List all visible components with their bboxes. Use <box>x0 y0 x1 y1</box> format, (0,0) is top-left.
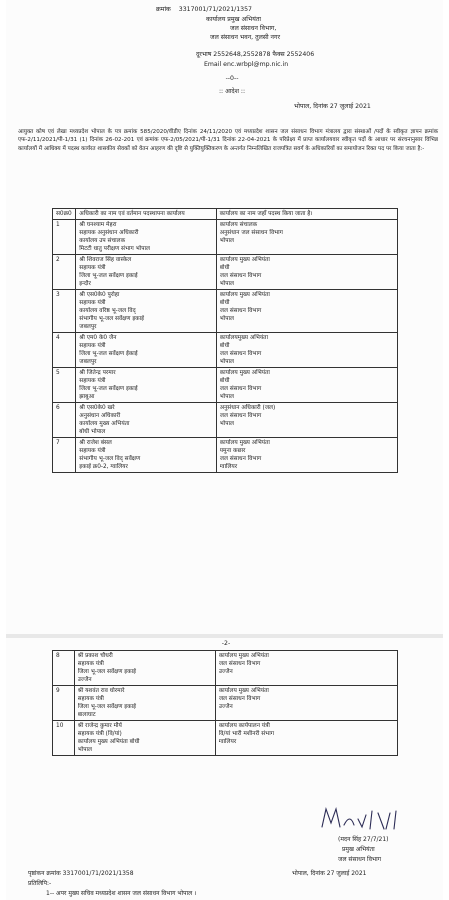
posting-line: कार्यालयमुख्य अभियंता <box>219 335 268 341</box>
phone-fax: दूरभाष 2552648,2552878 फैक्स 2552406 <box>196 51 315 58</box>
officer-cell <box>74 686 215 721</box>
signatory-name: (मदन सिंह 27/7/21) <box>338 836 389 843</box>
posting-cell <box>216 333 397 368</box>
officer-cell <box>76 290 216 333</box>
posting-line: भोपाल <box>219 394 234 400</box>
serial-number: 6 <box>53 403 76 438</box>
officer-line: श्री राजेश बंसल <box>79 440 112 446</box>
officer-line: बोधी भोपाल <box>79 429 106 435</box>
posting-line: ग्वालियर <box>218 739 237 745</box>
posting-line: जल संसाधन विभाग <box>218 661 261 667</box>
posting-line: जल संसाधन विभाग <box>219 273 262 279</box>
divider-mark: --0-- <box>225 75 239 82</box>
serial-number: 3 <box>53 290 76 333</box>
officer-line: श्री एस0के0 खरे <box>79 405 115 411</box>
signatory-department: जल संसाधन विभाग <box>338 856 382 863</box>
officer-line: श्री एम0 के0 जैन <box>79 335 117 341</box>
copy-recipient-1: 1-- अपर मुख्य सचिव मध्यप्रदेश शासन जल संसाधन विभाग भोपाल । <box>46 890 197 897</box>
office-name: कार्यालय प्रमुख अभियंता <box>206 16 261 23</box>
posting-line: कार्यालय मुख्य अभियंता <box>219 440 270 446</box>
officer-cell <box>76 368 216 403</box>
officer-line: अनुसंधान अधिकारी <box>79 413 121 419</box>
posting-line: कार्यालय मुख्य अभियंता <box>218 653 269 659</box>
table-row <box>53 255 398 290</box>
posting-cell <box>215 651 397 686</box>
place-date: भोपाल, दिनांक 27 जुलाई 2021 <box>294 103 371 110</box>
posting-line: जल संसाधन विभाग <box>219 456 262 462</box>
posting-cell <box>216 438 397 473</box>
posting-cell <box>215 686 397 721</box>
table-row <box>53 368 398 403</box>
posting-line: जल संसाधन विभाग <box>219 413 262 419</box>
officer-line: श्री घनश्याम मेहरा <box>79 222 117 228</box>
posting-cell <box>216 403 397 438</box>
posting-line: कार्यालय मुख्य अभियंता <box>219 257 270 263</box>
posting-line: जल संसाधन विभाग <box>218 696 261 702</box>
table-row <box>53 290 398 333</box>
officer-line: सहायक यंत्री <box>77 661 104 667</box>
posting-line: जल संसाधन विभाग <box>219 386 262 392</box>
posting-line: भोपाल <box>219 316 234 322</box>
posting-line: भोपाल <box>219 359 234 365</box>
officer-line: जिला भू-जल सर्वेक्षण इकाई <box>79 273 138 279</box>
officer-line: जिला भू-जल सर्वेक्षण इकाई <box>77 704 136 710</box>
officer-cell <box>76 403 216 438</box>
officer-line: सहायक यंत्री <box>79 265 106 271</box>
officer-line: कार्यालय मुख्य अभियंता <box>79 421 130 427</box>
serial-number: 1 <box>53 220 76 255</box>
email-address: Email enc.wrbpl@mp.nic.in <box>204 61 289 68</box>
officer-line: जिला भू-जल सर्वेक्षण इकाई <box>79 386 138 392</box>
copy-to-label: प्रतिलिपि:- <box>28 880 52 887</box>
serial-number: 10 <box>53 721 75 756</box>
officer-line: बालाघाट <box>77 712 96 718</box>
table-row <box>53 438 398 473</box>
posting-line: अनुसंधान अधिकारी (जल) <box>219 405 276 411</box>
serial-number: 8 <box>53 651 75 686</box>
posting-line: बोधी <box>219 265 230 271</box>
page-separator <box>6 634 443 638</box>
officer-line: मिटटी धातु परीक्षण संभाग भोपाल <box>79 246 150 252</box>
posting-line: कार्यालय कार्यपालन यंत्री <box>218 723 270 729</box>
officer-line: संभागीय भू-जल सर्वेक्षण इकाई <box>79 316 144 322</box>
handwritten-signature <box>316 803 411 833</box>
officer-line: जबलपुर <box>79 324 97 330</box>
officer-line: श्री प्रकाश चौधरी <box>77 653 113 659</box>
officer-line: सहायक यंत्री <box>79 343 106 349</box>
order-title: :: आदेश :: <box>218 88 246 95</box>
posting-line: बोधी <box>219 343 230 349</box>
posting-line: जल संसाधन विभाग <box>219 308 262 314</box>
officer-line: सहायक यंत्री <box>79 378 106 384</box>
officer-cell <box>76 333 216 368</box>
table-header-row <box>53 209 398 220</box>
posting-line: उज्जैन <box>218 704 233 710</box>
officer-line: श्री शिवराज सिंह वास्केल <box>79 257 132 263</box>
posting-line: भोपाल <box>219 421 234 427</box>
posting-line: भोपाल <box>219 238 234 244</box>
officer-line: कार्यालय वरिष्ठ भू-जल विद् <box>79 308 136 314</box>
order-number-line <box>156 6 356 14</box>
page-two-marker: -2- <box>221 640 231 647</box>
officer-line: भोपाल <box>77 747 92 753</box>
posting-cell <box>216 255 397 290</box>
posting-line: बोधी <box>219 300 230 306</box>
posting-table-continued <box>52 650 398 756</box>
officer-line: कार्यालय उप संचालक <box>79 238 126 244</box>
table-row <box>53 220 398 255</box>
posting-line: वि/यां भारी मशीनरी संभाग <box>218 731 274 737</box>
header-officer: अधिकारी का नाम एवं वर्तमान पदस्थापना कार्यालय <box>76 209 216 220</box>
officer-line: इन्दौर <box>79 281 91 287</box>
serial-number: 5 <box>53 368 76 403</box>
officer-line: उज्जैन <box>77 677 92 683</box>
endorsement-reference: पृष्ठांकन क्रमांक 3317001/71/2021/1358 <box>28 870 134 877</box>
order-body-text: आयुक्त कोष एवं लेखा मध्यप्रदेश भोपाल के पत्र क्रमांक 585/2020/वीडीए दिनांक 24/11/2020 एवं मध्यप्रदेश शासन जल संसाधन विभाग मंत्रालय द्वारा संस्थाओं /पदों के स्वीकृत ज्ञापन क्रमांक एफ-2/11/2021/पी-1/31 (1) दिनांक 26-02-201 एवं क्रमांक एफ-2/05/2021/पी-1/31 दिनांक 22-04-2021 के परिप्रेक्ष्य में प्राप्त कार्यालयवार स्वीकृत पदों के आधार पर संरचनानुसार विभिन्न कार्यालयों में आधिक्य में पदस्थ कार्यरत शासकीय सेवकों को वेतन आहरण की दृष्टि से युक्तियुक्तिकरण के अन्तर्गत निम्नलिखित राजपत्रित सवर्ग के अधिकारियों का समायोजन रिक्त पद पर किया जाता है:- <box>18 129 438 152</box>
table-row <box>53 721 398 756</box>
table-row <box>53 686 398 721</box>
officer-cell <box>74 721 215 756</box>
officer-line: श्री राजेन्द्र कुमार मौर्य <box>77 723 122 729</box>
officer-line: झाबुआ <box>79 394 95 400</box>
table-row <box>53 403 398 438</box>
posting-line: यमुना कछार <box>219 448 246 454</box>
posting-line: कार्यालय मुख्य अभियंता <box>219 292 270 298</box>
officer-line: सहायक अनुसंधान अधिकारी <box>79 230 139 236</box>
officer-line: जबलपुर <box>79 359 97 365</box>
posting-cell <box>216 220 397 255</box>
officer-line: संभागीय भू-जल विद् सर्वेक्षण <box>79 456 141 462</box>
posting-line: ग्वालियर <box>219 464 238 470</box>
table-row <box>53 333 398 368</box>
endorsement-date: भोपाल, दिनांक 27 जुलाई 2021 <box>292 870 367 877</box>
header-posting: कार्यालय का नाम जहाँ पदस्थ किया जाता है। <box>216 209 397 220</box>
posting-line: जल संसाधन विभाग <box>219 351 262 357</box>
officer-cell <box>74 651 215 686</box>
officer-line: कार्यालय मुख्य अभियंता बोधी <box>77 739 140 745</box>
posting-line: कार्यालय संचालक <box>219 222 258 228</box>
officer-line: सहायक यंत्री <box>79 300 106 306</box>
department-name: जल संसाधन विभाग, <box>230 25 277 32</box>
officer-line: जिला भू-जल सर्वेक्षण ईकाई <box>79 351 138 357</box>
serial-number: 2 <box>53 255 76 290</box>
officer-line: सहायक यंत्री (वि/यां) <box>77 731 122 737</box>
order-no-label: क्रमांक <box>156 6 171 13</box>
office-address: जल संसाधन भवन, तुलसी नगर <box>210 34 281 41</box>
serial-number: 9 <box>53 686 75 721</box>
serial-number: 7 <box>53 438 76 473</box>
signatory-designation: प्रमुख अभियंता <box>342 846 375 853</box>
officer-line: सहायक यंत्री <box>79 448 106 454</box>
officer-cell <box>76 220 216 255</box>
header-serial: स0क्र0 <box>53 209 76 220</box>
order-number: 3317001/71/2021/1357 <box>178 6 252 13</box>
officer-line: इकाई क्र0-2, ग्वालियर <box>79 464 128 470</box>
document-page <box>6 0 443 900</box>
officer-line: सहायक यंत्री <box>77 696 104 702</box>
posting-line: बोधी <box>219 378 230 384</box>
officer-line: श्री यशवंत राव धोरमारे <box>77 688 125 694</box>
posting-table <box>52 208 398 473</box>
posting-line: अनुसंधान जल संसाधन विभाग <box>219 230 283 236</box>
posting-line: उज्जैन <box>218 669 233 675</box>
posting-cell <box>216 290 397 333</box>
posting-line: कार्यालय मुख्य अभियंता <box>218 688 269 694</box>
posting-cell <box>216 368 397 403</box>
officer-cell <box>76 438 216 473</box>
table-row <box>53 651 398 686</box>
officer-line: जिला भू-जल सर्वेक्षण इकाई <box>77 669 136 675</box>
officer-cell <box>76 255 216 290</box>
posting-cell <box>215 721 397 756</box>
posting-line: भोपाल <box>219 281 234 287</box>
serial-number: 4 <box>53 333 76 368</box>
posting-line: कार्यालय मुख्य अभियंता <box>219 370 270 376</box>
officer-line: श्री जितेन्द्र परमार <box>79 370 116 376</box>
officer-line: श्री एस0के0 पुरोहा <box>79 292 120 298</box>
